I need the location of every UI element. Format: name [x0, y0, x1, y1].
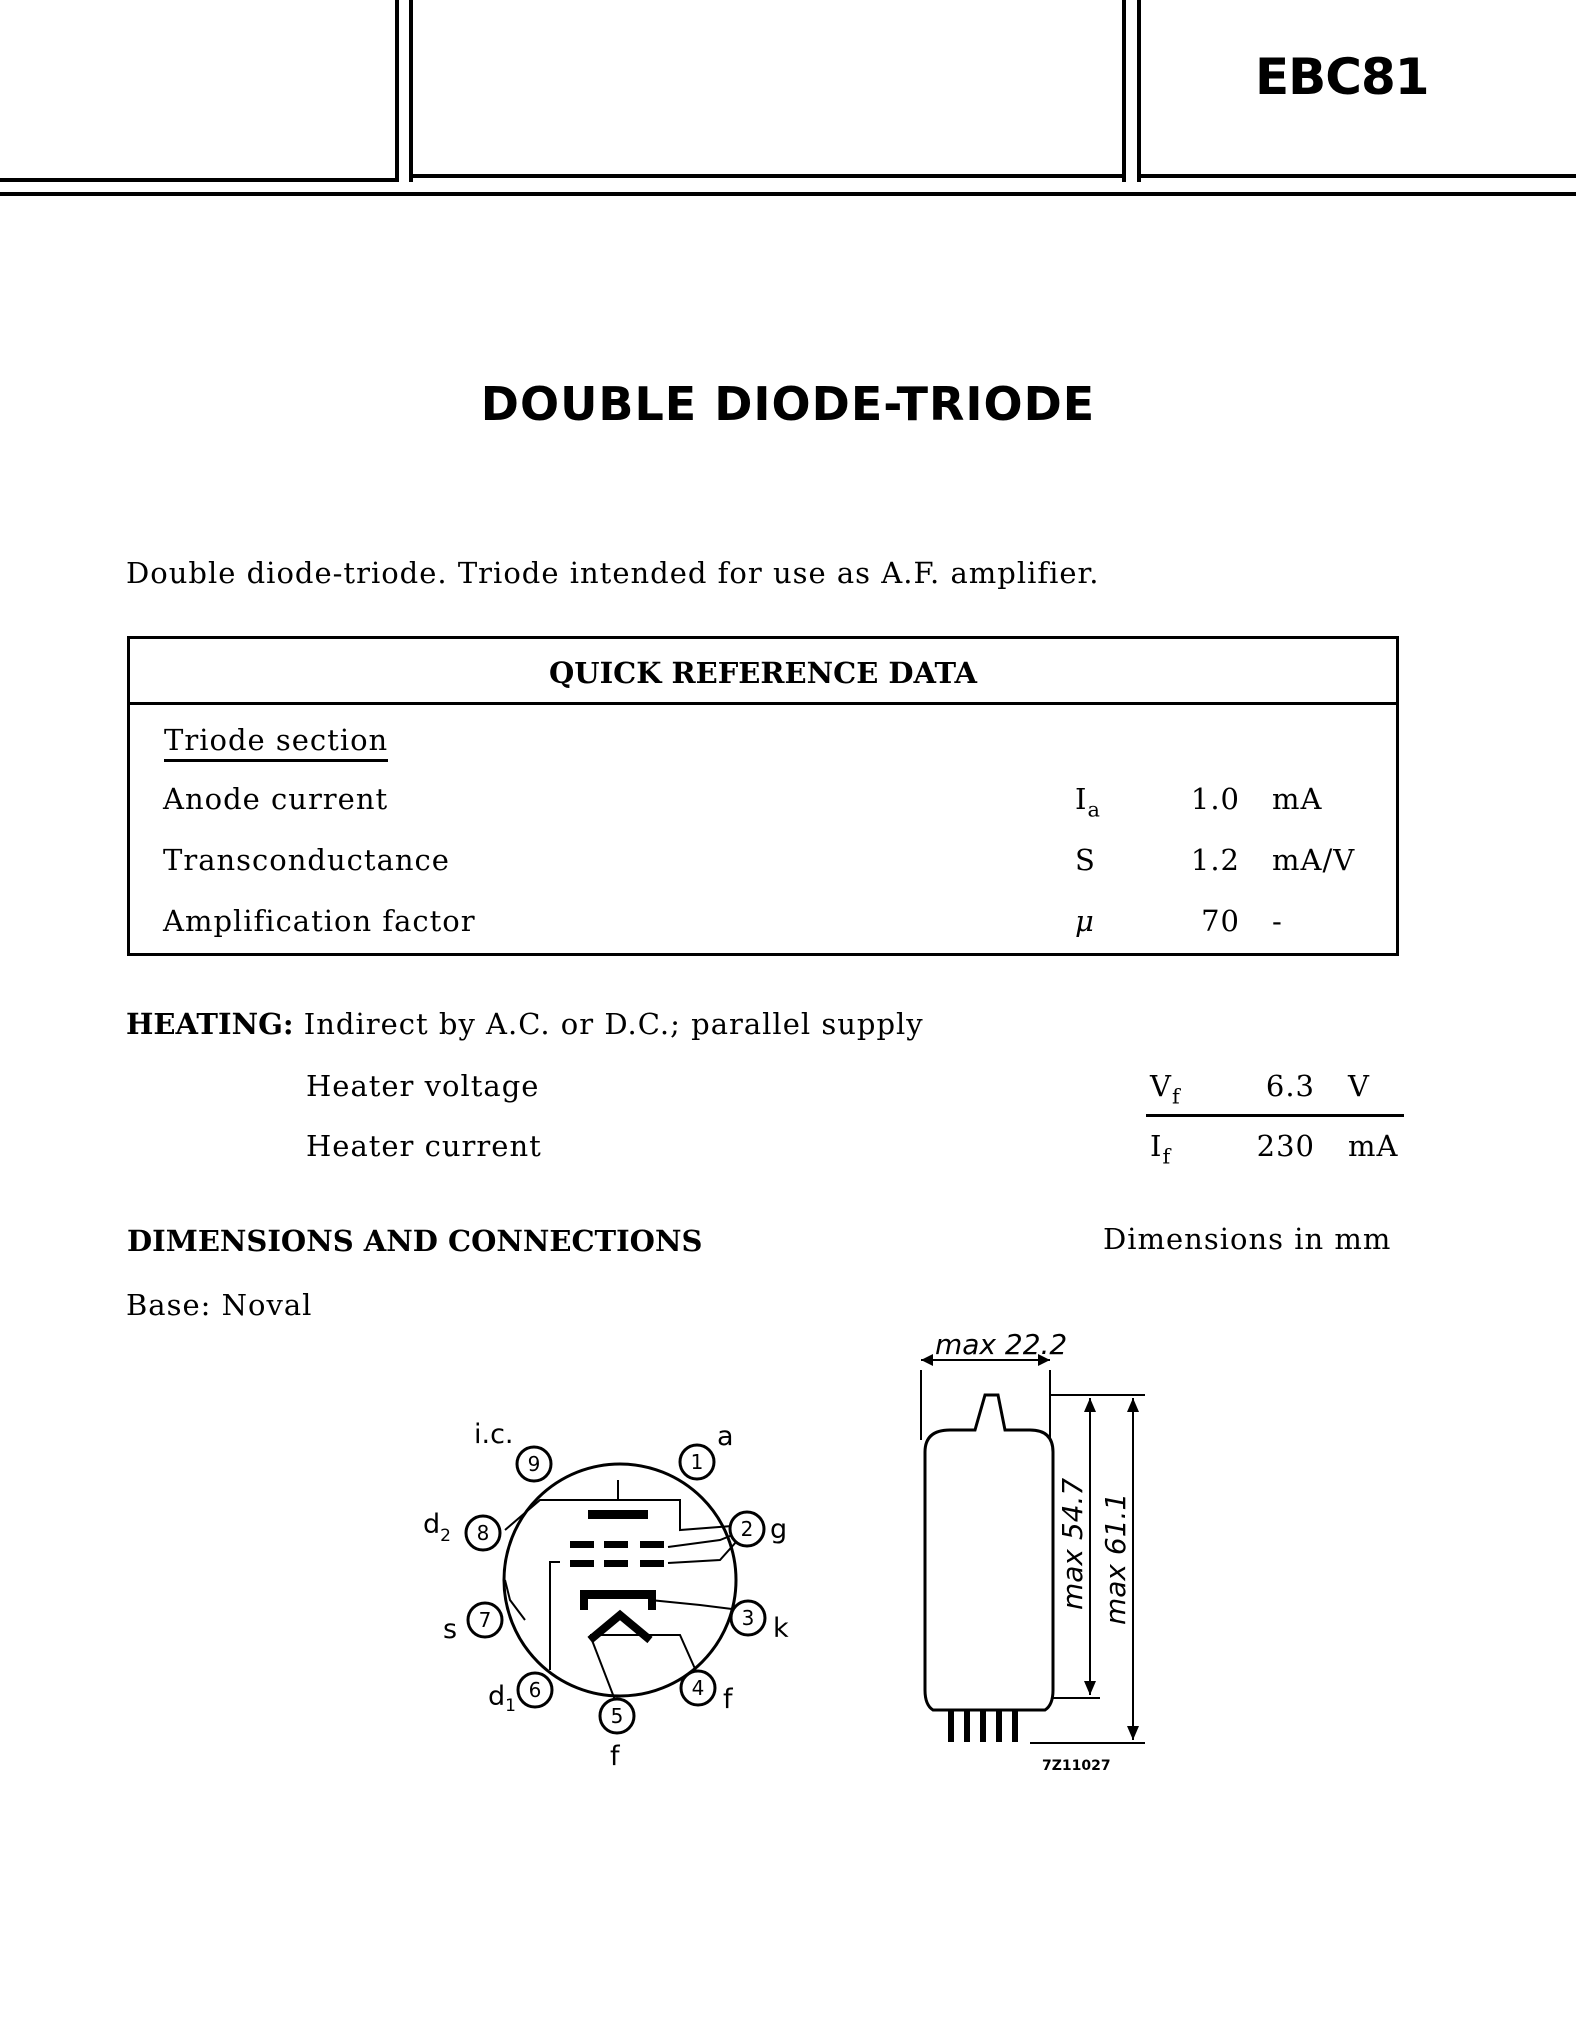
- pin-label: a: [717, 1421, 734, 1452]
- outline-drawing: [880, 1320, 1170, 1780]
- row-label: Transconductance: [163, 843, 450, 877]
- row-value: 1.0: [1190, 782, 1240, 816]
- product-code: EBC81: [1255, 48, 1429, 106]
- pin-number: 5: [610, 1704, 624, 1728]
- heating-description: Indirect by A.C. or D.C.; parallel supply: [303, 1007, 924, 1041]
- row-value: 1.2: [1190, 843, 1240, 877]
- heating-separator: [1146, 1114, 1404, 1117]
- row-value: 230: [1256, 1129, 1315, 1163]
- row-symbol: $V_f$: [1150, 1069, 1181, 1109]
- row-label: Heater current: [306, 1129, 542, 1163]
- pin-label: s: [443, 1614, 458, 1645]
- row-symbol: μ: [1075, 904, 1095, 938]
- pin-label: k: [773, 1613, 789, 1644]
- pin-connection-diagram: [400, 1400, 820, 1780]
- row-label: Heater voltage: [306, 1069, 540, 1103]
- page-title: DOUBLE DIODE-TRIODE: [480, 377, 1096, 431]
- quick-reference-box: [127, 636, 1399, 956]
- pin-number: 6: [528, 1678, 542, 1702]
- row-symbol: $I_f$: [1150, 1129, 1172, 1169]
- quick-reference-heading: QUICK REFERENCE DATA: [130, 639, 1396, 705]
- pin-label: $d_1$: [488, 1681, 516, 1716]
- row-value: 70: [1201, 904, 1240, 938]
- heating-line: [126, 1007, 924, 1041]
- pin-number: 3: [741, 1606, 755, 1630]
- pin-label: f: [723, 1684, 733, 1715]
- pin-label: g: [770, 1514, 788, 1545]
- pin-number: 1: [690, 1450, 704, 1474]
- pin-number: 4: [691, 1676, 705, 1700]
- dimensions-heading: DIMENSIONS AND CONNECTIONS: [127, 1224, 703, 1258]
- quick-reference-section: Triode section: [164, 723, 388, 762]
- quick-reference-row: [130, 782, 1396, 822]
- width-label: max 22.2: [935, 1328, 1068, 1361]
- row-unit: mA/V: [1272, 843, 1356, 877]
- electrode-plates: [570, 1510, 664, 1610]
- pin-number: 7: [478, 1608, 492, 1632]
- drawing-number: 7Z11027: [1042, 1758, 1111, 1774]
- row-value: 6.3: [1265, 1069, 1315, 1103]
- row-unit: -: [1272, 904, 1283, 938]
- pin-number: 9: [527, 1452, 541, 1476]
- heating-row: [0, 1129, 1576, 1169]
- base-type: Base: Noval: [126, 1288, 313, 1322]
- dimensions-note: Dimensions in mm: [1103, 1222, 1392, 1256]
- header-rule-bottom: [0, 192, 1576, 196]
- pin-number: 8: [476, 1521, 490, 1545]
- header-divider-right-inner: [1137, 0, 1141, 182]
- inner-height-label: max 54.7: [1056, 1477, 1089, 1610]
- pin-label: f: [610, 1741, 620, 1772]
- row-unit: V: [1348, 1069, 1370, 1103]
- heating-label: HEATING:: [126, 1007, 294, 1041]
- header-rule-a: [0, 178, 398, 182]
- quick-reference-row: [130, 904, 1396, 944]
- header-rule-c: [1137, 174, 1576, 178]
- header-divider-left: [395, 0, 399, 182]
- row-symbol: S: [1075, 843, 1096, 877]
- row-label: Anode current: [163, 782, 389, 816]
- intro-text: Double diode-triode. Triode intended for use as A.F. amplifier.: [126, 556, 1100, 590]
- tube-pins: [948, 1710, 1018, 1742]
- pin-label: $d_2$: [423, 1509, 451, 1546]
- row-unit: mA: [1348, 1129, 1399, 1163]
- base-circle: [504, 1464, 736, 1696]
- quick-reference-row: [130, 843, 1396, 883]
- cathode-heater: [590, 1615, 650, 1640]
- row-unit: mA: [1272, 782, 1323, 816]
- pin-label: i.c.: [474, 1419, 514, 1450]
- outer-height-label: max 61.1: [1099, 1492, 1132, 1625]
- tube-envelope: [925, 1395, 1053, 1710]
- header-divider-right: [1122, 0, 1126, 182]
- pin-number: 2: [740, 1517, 754, 1541]
- header-rule-b: [409, 174, 1126, 178]
- header-divider-left-inner: [409, 0, 413, 182]
- heating-row: [0, 1069, 1576, 1109]
- row-label: Amplification factor: [163, 904, 476, 938]
- row-symbol: $I_a$: [1075, 782, 1101, 822]
